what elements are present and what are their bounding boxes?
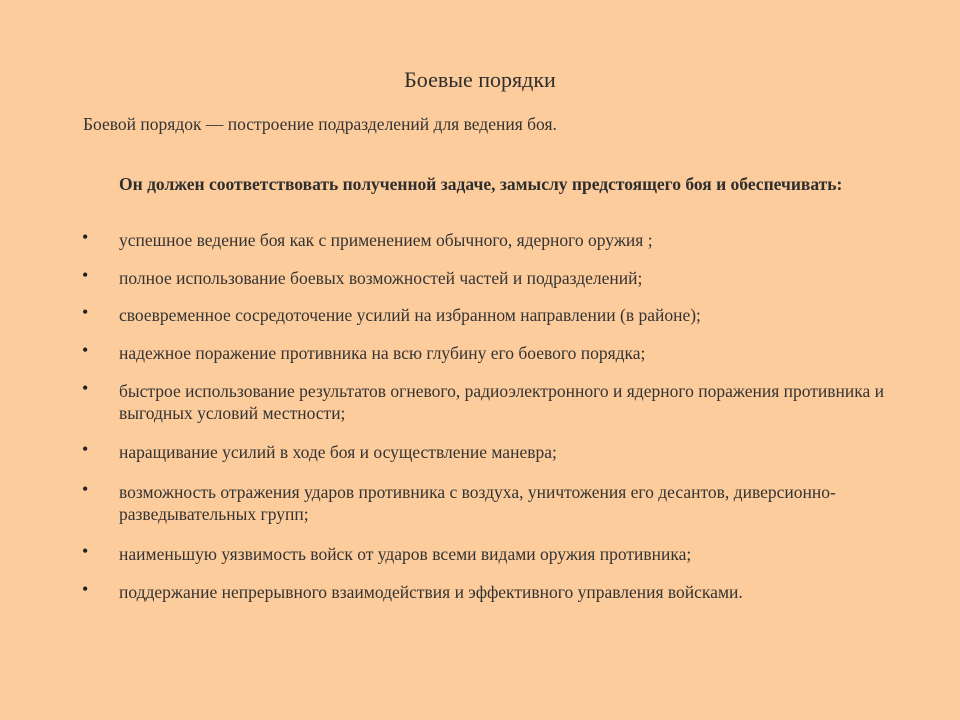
definition-text: Боевой порядок — построение подразделений для ведения боя. (83, 114, 557, 134)
bullet-icon: • (82, 479, 89, 499)
bullet-icon: • (82, 340, 89, 360)
list-item-text: успешное ведение боя как с применением обычного, ядерного оружия ; (119, 230, 653, 250)
bullet-icon: • (82, 579, 89, 599)
list-item-text: поддержание непрерывного взаимодействия и эффективного управления войсками. (119, 582, 743, 602)
list-item-text: полное использование боевых возможностей частей и подразделений; (119, 268, 643, 288)
list-item-text: быстрое использование результатов огневого, радиоэлектронного и ядерного поражения противника и выгодных условий местности; (119, 381, 885, 423)
bullet-icon: • (82, 378, 89, 398)
bullet-icon: • (82, 227, 89, 247)
list-item-text: своевременное сосредоточение усилий на избранном направлении (в районе); (119, 305, 701, 325)
intro-text: Он должен соответствовать полученной задаче, замыслу предстоящего боя и обеспечивать: (119, 174, 843, 194)
slide-title: Боевые порядки (404, 67, 556, 92)
list-item-text: надежное поражение противника на всю глубину его боевого порядка; (119, 343, 646, 363)
bullet-icon: • (82, 541, 89, 561)
list-item-text: возможность отражения ударов противника с воздуха, уничтожения его десантов, диверсионно-разведывательных групп; (119, 482, 836, 524)
list-item-text: наращивание усилий в ходе боя и осуществление маневра; (119, 442, 557, 462)
list-item-text: наименьшую уязвимость войск от ударов всеми видами оружия противника; (119, 544, 692, 564)
bullet-icon: • (82, 265, 89, 285)
bullet-icon: • (82, 302, 89, 322)
bullet-icon: • (82, 439, 89, 459)
